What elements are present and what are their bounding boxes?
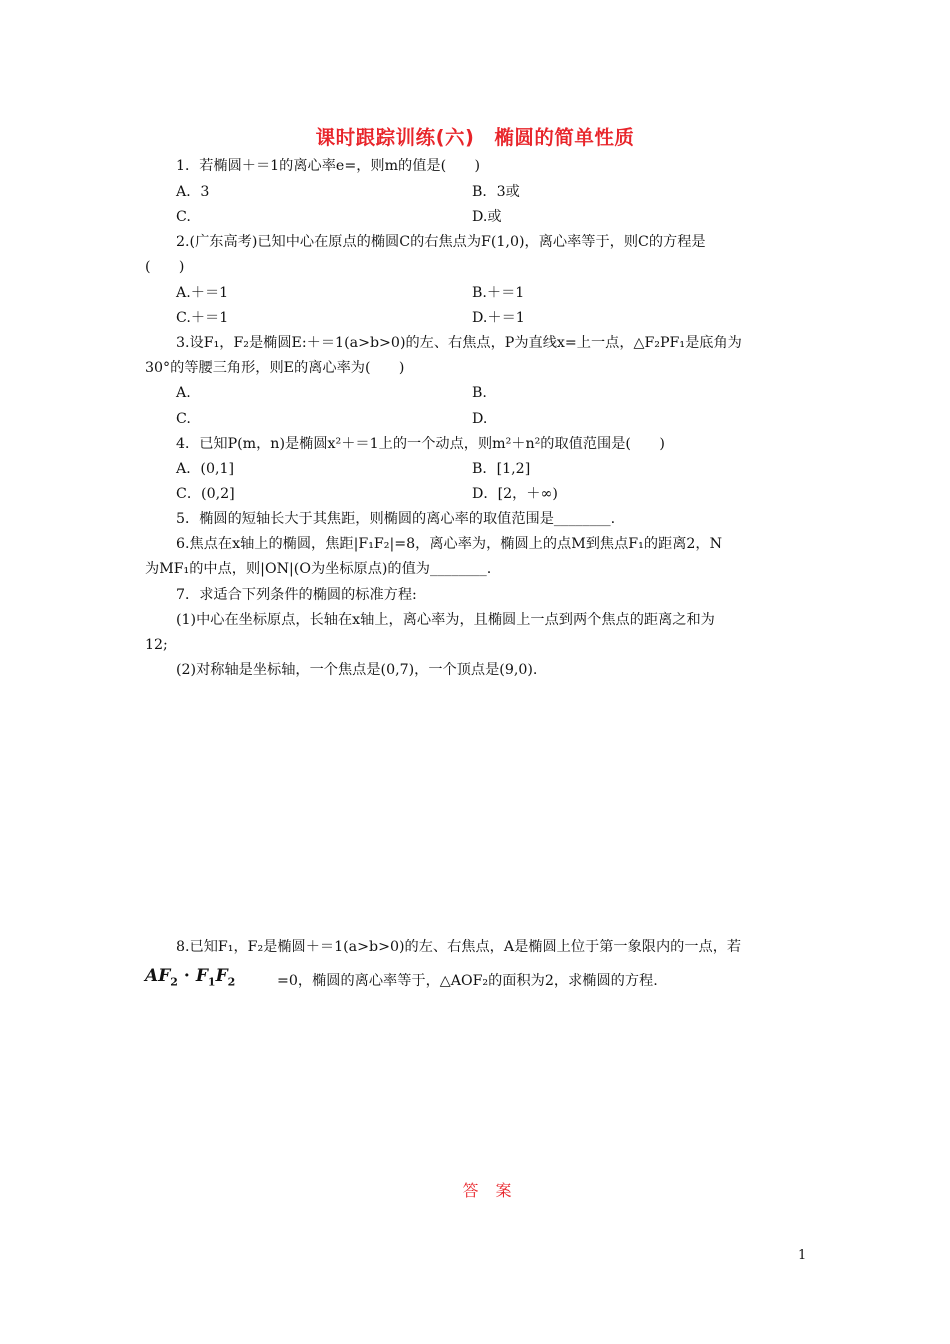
question-1-stem: 1．若椭圆＋＝1的离心率e=，则m的值是( ) xyxy=(176,158,481,174)
question-2-option-c: C.＋＝1 xyxy=(176,310,229,326)
question-3-option-a: A. xyxy=(176,385,191,401)
question-7-part-2: (2)对称轴是坐标轴，一个焦点是(0,7)，一个顶点是(9,0). xyxy=(176,662,538,678)
question-2-stem: 2.(广东高考)已知中心在原点的椭圆C的右焦点为F(1,0)，离心率等于，则C的方程是 xyxy=(176,234,706,250)
question-8-stem-continued: =0，椭圆的离心率等于，△AOF₂的面积为2，求椭圆的方程. xyxy=(277,973,658,989)
vector-dot-product xyxy=(145,966,235,988)
question-4-option-b: B．[1,2] xyxy=(472,461,531,477)
question-1-option-b: B．3或 xyxy=(472,184,520,200)
question-2-stem-continued: ( ) xyxy=(145,259,185,275)
question-1-option-c: C. xyxy=(176,209,191,225)
question-1-option-d: D.或 xyxy=(472,209,502,225)
question-7-part-1-continued: 12; xyxy=(145,637,168,653)
question-4-option-c: C．(0,2] xyxy=(176,486,235,502)
dot-operator: · xyxy=(183,966,190,986)
question-2-option-a: A.＋＝1 xyxy=(176,285,229,301)
question-7-stem: 7．求适合下列条件的椭圆的标准方程: xyxy=(176,587,417,603)
question-2-option-d: D.＋＝1 xyxy=(472,310,525,326)
question-8-stem: 8.已知F₁，F₂是椭圆＋＝1(a>b>0)的左、右焦点，A是椭圆上位于第一象限内的一点，若 xyxy=(176,939,742,955)
page-number: 1 xyxy=(798,1248,807,1263)
question-4-stem: 4．已知P(m，n)是椭圆x²＋＝1上的一个动点，则m²＋n²的取值范围是( ) xyxy=(176,436,665,452)
question-2-option-b: B.＋＝1 xyxy=(472,285,525,301)
question-4-option-d: D．[2，＋∞) xyxy=(472,486,558,502)
question-4-option-a: A．(0,1] xyxy=(176,461,235,477)
question-3-option-c: C. xyxy=(176,411,191,427)
question-6-stem-continued: 为MF₁的中点，则|ON|(O为坐标原点)的值为________. xyxy=(145,561,492,577)
question-1-option-a: A．3 xyxy=(176,184,210,200)
vector-af2: $AF_2$ xyxy=(145,966,178,989)
question-5-stem: 5．椭圆的短轴长大于其焦距，则椭圆的离心率的取值范围是________. xyxy=(176,511,616,527)
question-3-option-d: D. xyxy=(472,411,488,427)
question-3-option-b: B. xyxy=(472,385,487,401)
answer-heading: 答 案 xyxy=(462,1181,518,1200)
question-3-stem: 3.设F₁，F₂是椭圆E:＋＝1(a>b>0)的左、右焦点，P为直线x=上一点，△F₂PF₁是底角为 xyxy=(176,335,742,351)
page-title: 课时跟踪训练(六) 椭圆的简单性质 xyxy=(315,126,635,149)
vector-f1f2: $F_1F_2$ xyxy=(195,966,236,989)
question-7-part-1: (1)中心在坐标原点，长轴在x轴上，离心率为，且椭圆上一点到两个焦点的距离之和为 xyxy=(176,612,715,628)
question-3-stem-continued: 30°的等腰三角形，则E的离心率为( ) xyxy=(145,360,405,376)
question-6-stem: 6.焦点在x轴上的椭圆，焦距|F₁F₂|=8，离心率为，椭圆上的点M到焦点F₁的距离2，N xyxy=(176,536,723,552)
